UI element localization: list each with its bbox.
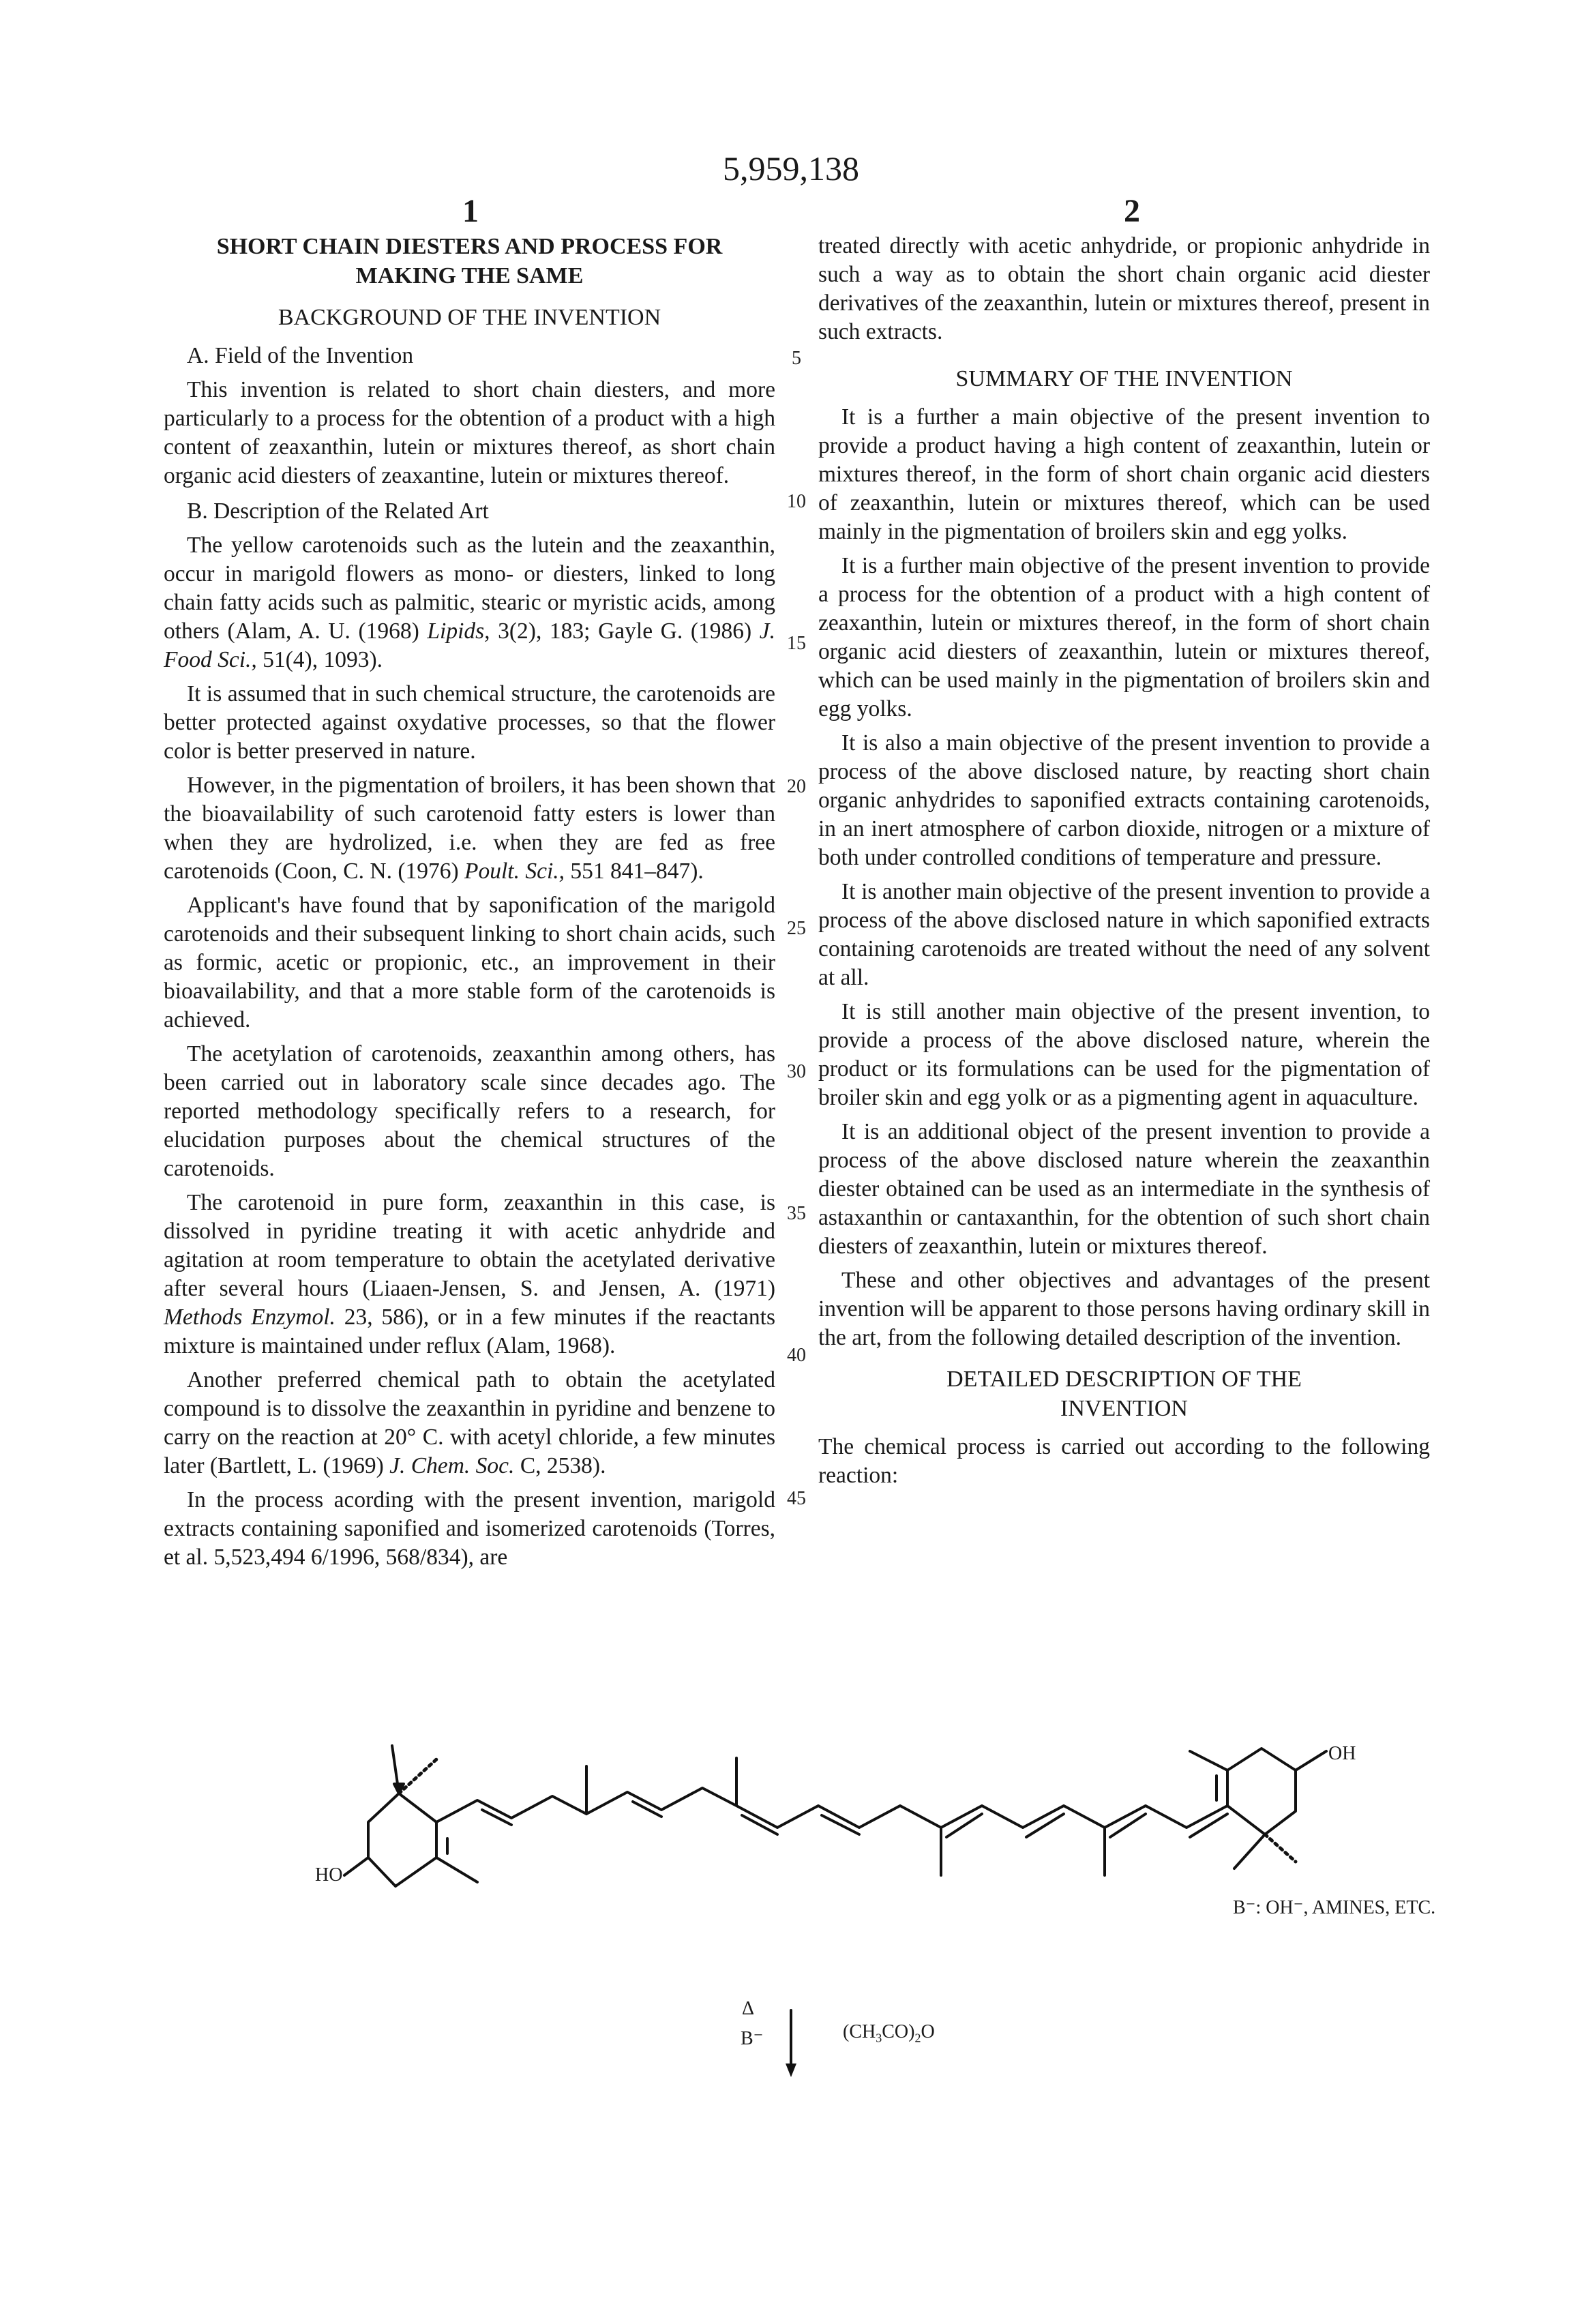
line-number: 15 [783,633,810,655]
column-number-right: 2 [1098,192,1166,230]
detailed-description-heading: DETAILED DESCRIPTION OF THE INVENTION [818,1365,1430,1423]
paragraph: The yellow carotenoids such as the lutein and the zeaxanthin, occur in marigold flowers as mono- or diesters, linked to long chain fatty acids such as palmitic, stearic or myristic acids, among others (Alam, A. U. (1968) Lipids, 3(2), 183; Gayle G. (1986) J. Food Sci., 51(4), 1093). [164,531,775,674]
background-heading: BACKGROUND OF THE INVENTION [164,303,775,332]
base-label: B⁻ [741,2027,763,2050]
paragraph: The carotenoid in pure form, zeaxanthin in this case, is dissolved in pyridine treating it with acetic anhydride and agitation at room temperature to obtain the acetylated derivative after several hours (Liaaen-Jensen, S. and Jensen, A. (1971) Methods Enzymol. 23, 586), or in a few minutes if the reactants mixture is maintained under reflux (Alam, 1968). [164,1189,775,1360]
zeaxanthin-structure [0,0,1582,2324]
delta-label: Δ [742,1998,754,2020]
patent-number: 5,959,138 [0,149,1582,188]
paragraph: In the process acording with the present invention, marigold extracts containing saponified and isomerized carotenoids (Torres, et al. 5,523,494 6/1996, 568/834), are [164,1486,775,1572]
paragraph: It is a further a main objective of the present invention to provide a product having a high content of zeaxanthin, lutein or mixtures thereof, in the form of short chain organic acid diesters of zeaxanthin, lutein or mixtures thereof, which can be used mainly in the pigmentation of broilers skin and egg yolks. [818,403,1430,546]
paragraph: It is assumed that in such chemical structure, the carotenoids are better protected against oxydative processes, so that the flower color is better preserved in nature. [164,680,775,766]
paragraph: It is an additional object of the present invention to provide a process of the above disclosed nature wherein the zeaxanthin diester obtained can be used as an intermediate in the synthesis of astaxanthin or cantaxanthin, for the obtention of such short chain diesters of zeaxanthin, lutein or mixtures thereof. [818,1118,1430,1261]
paragraph: These and other objectives and advantages of the present invention will be apparent to those persons having ordinary skill in the art, from the following detailed description of the invention. [818,1266,1430,1352]
paragraph: The acetylation of carotenoids, zeaxanthin among others, has been carried out in laboratory scale since decades ago. The reported methodology specifically refers to a research, for elucidation purposes about the chemical structures of the carotenoids. [164,1040,775,1183]
line-number: 45 [783,1488,810,1510]
paragraph: It is still another main objective of the present invention, to provide a process of the above disclosed nature, wherein the product or its formulations can be used for the pigmentation of broiler skin and egg yolk or as a pigmenting agent in aquaculture. [818,998,1430,1112]
line-number: 10 [783,491,810,513]
paragraph: It is another main objective of the present invention to provide a process of the above disclosed nature in which saponified extracts containing carotenoids are treated without the need of any solvent at all. [818,878,1430,992]
reagent-label: (CH3CO)2O [843,2021,935,2046]
line-number: 30 [783,1061,810,1083]
line-number: 5 [783,348,810,370]
paragraph: Applicant's have found that by saponification of the marigold carotenoids and their subsequent linking to short chain acids, such as formic, acetic or propionic, etc., an improvement in their bioavailability, and that a more stable form of the carotenoids is achieved. [164,891,775,1034]
related-art-heading: B. Description of the Related Art [164,497,775,526]
paragraph: This invention is related to short chain diesters, and more particularly to a process for the obtention of a product with a high content of zeaxanthin, lutein or mixtures thereof, as short chain organic acid diesters of zeaxantine, lutein or mixtures thereof. [164,376,775,490]
ho-label: HO [315,1864,342,1886]
line-number: 20 [783,776,810,798]
paragraph: treated directly with acetic anhydride, or propionic anhydride in such a way as to obtain the short chain organic acid diester derivatives of the zeaxanthin, lutein or mixtures thereof, present in such extracts. [818,232,1430,346]
summary-heading: SUMMARY OF THE INVENTION [818,364,1430,393]
paragraph: It is a further main objective of the present invention to provide a process for the obtention of a product with a high content of zeaxanthin, lutein or mixtures thereof, in the form of short chain organic acid diesters of zeaxanthin, lutein or mixtures thereof, which can be used mainly in the pigmentation of broilers skin and egg yolks. [818,552,1430,724]
line-number: 25 [783,918,810,940]
field-heading: A. Field of the Invention [164,342,775,370]
paragraph: However, in the pigmentation of broilers, it has been shown that the bioavailability of such carotenoid fatty esters is lower than when they are hydrolized, i.e. when they are fed as free carotenoids (Coon, C. N. (1976) Poult. Sci., 551 841–847). [164,771,775,886]
paragraph: The chemical process is carried out according to the following reaction: [818,1433,1430,1490]
base-note: B⁻: OH⁻, AMINES, ETC. [1233,1896,1435,1919]
column-number-left: 1 [436,192,505,230]
paragraph: Another preferred chemical path to obtain the acetylated compound is to dissolve the zeaxanthin in pyridine and benzene to carry on the reaction at 20° C. with acetyl chloride, a few minutes later (Bartlett, L. (1969) J. Chem. Soc. C, 2538). [164,1366,775,1480]
document-title: SHORT CHAIN DIESTERS AND PROCESS FOR MAKING THE SAME [164,232,775,290]
line-number: 35 [783,1203,810,1225]
line-number: 40 [783,1345,810,1367]
oh-label: OH [1328,1743,1356,1765]
paragraph: It is also a main objective of the present invention to provide a process of the above disclosed nature, by reacting short chain organic anhydrides to saponified extracts containing carotenoids, in an inert atmosphere of carbon dioxide, nitrogen or a mixture of both under controlled conditions of temperature and pressure. [818,729,1430,872]
